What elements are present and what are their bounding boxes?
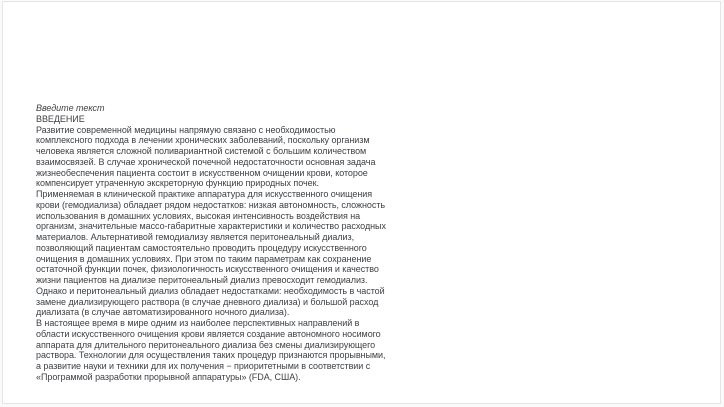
- text-line: Однако и перитонеальный диализ обладает недостатками: необходимость в частой: [36, 285, 385, 296]
- text-line: области искусственного очищения крови является создание автономного носимого: [36, 328, 381, 339]
- text-line: раствора. Технологии для осуществления таких процедур признаются прорывными,: [36, 350, 386, 361]
- text-line: замене диализирующего раствора (в случае дневного диализа) и большой расход: [36, 296, 379, 307]
- text-line: организм, значительные массо-габаритные характеристики и количество расходных: [36, 221, 386, 232]
- text-line: аппарата для длительного перитонеального диализа без смены диализирующего: [36, 339, 376, 350]
- text-line: очищения в домашних условиях. При этом по таким параметрам как сохранение: [36, 253, 372, 264]
- text-line: диализата (в случае автоматизированного ночного диализа).: [36, 307, 290, 318]
- text-line: компенсирует утраченную экскреторную функцию природных почек.: [36, 178, 319, 189]
- text-placeholder[interactable]: Введите текст: [36, 103, 105, 113]
- text-line: материалов. Альтернативой гемодиализу является перитонеальный диализ,: [36, 232, 355, 242]
- text-line: крови (гемодиализа) обладает рядом недостатков: низкая автономность, сложность: [36, 199, 386, 210]
- text-line: жизнеобеспечения пациента состоит в искусственном очищении крови, которое: [36, 167, 368, 178]
- section-heading: ВВЕДЕНИЕ: [36, 113, 85, 124]
- text-line: позволяющий пациентам самостоятельно проводить процедуру искусственного: [36, 242, 367, 253]
- text-line: В настоящее время в мире одним из наиболее перспективных направлений в: [36, 318, 360, 328]
- text-line: использования в домашних условиях, высокая интенсивность воздействия на: [36, 210, 361, 221]
- text-line: остаточной функции почек, физиологичность искусственного очищения и качество: [36, 264, 379, 275]
- text-line: комплексного подхода в лечении хронических заболеваний, поскольку организм: [36, 135, 370, 146]
- text-line: Развитие современной медицины напрямую связано с необходимостью: [36, 124, 336, 135]
- text-line: Применяемая в клинической практике аппаратура для искусственного очищения: [36, 189, 373, 199]
- slide-canvas[interactable]: [2, 1, 721, 404]
- text-line: жизни пациентов на диализе перитонеальный диализ превосходит гемодиализ.: [36, 275, 368, 285]
- text-line: «Программой разработки прорывной аппаратуры» (FDA, США).: [36, 371, 301, 382]
- text-line: взаимосвязей. В случае хронической почечной недостаточности основная задача: [36, 156, 376, 167]
- text-line: человека является сложной поливариантной системой с большим количеством: [36, 146, 367, 156]
- slide-text-box[interactable]: [36, 103, 386, 383]
- text-line: а развитие науки и техники для их получения − приоритетными в соответствии с: [36, 361, 371, 371]
